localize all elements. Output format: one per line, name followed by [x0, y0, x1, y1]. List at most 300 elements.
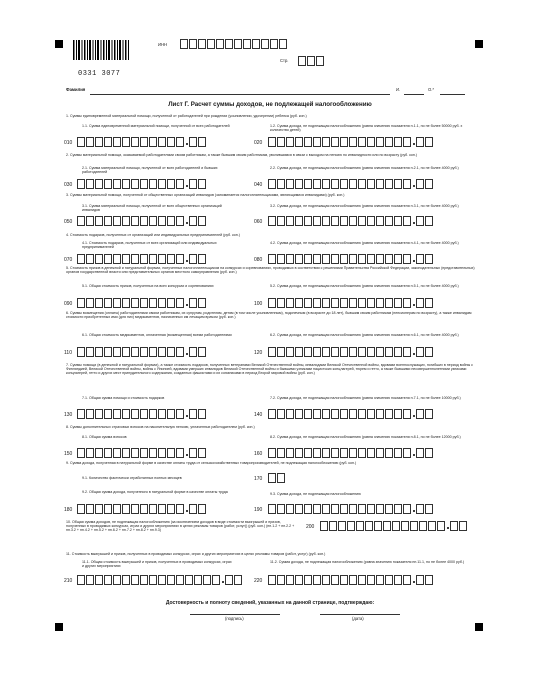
input-cell[interactable]: [340, 448, 348, 458]
input-cell[interactable]: [338, 521, 346, 531]
input-cell[interactable]: [86, 179, 94, 189]
input-cell[interactable]: [122, 179, 130, 189]
field-100[interactable]: [268, 298, 434, 308]
input-cell[interactable]: [140, 137, 148, 147]
input-cell[interactable]: [403, 179, 411, 189]
input-cell[interactable]: [122, 575, 130, 585]
input-cell[interactable]: [349, 254, 357, 264]
input-cell[interactable]: [131, 347, 139, 357]
input-cell[interactable]: [394, 575, 402, 585]
input-cell[interactable]: [376, 347, 384, 357]
input-cell[interactable]: [394, 216, 402, 226]
input-cell[interactable]: [358, 575, 366, 585]
input-cell[interactable]: [331, 216, 339, 226]
input-cell[interactable]: [313, 409, 321, 419]
input-cell[interactable]: [304, 298, 312, 308]
input-cell[interactable]: [189, 179, 197, 189]
input-cell[interactable]: [331, 504, 339, 514]
input-cell[interactable]: [356, 521, 364, 531]
input-cell[interactable]: [113, 347, 121, 357]
input-cell[interactable]: [313, 298, 321, 308]
input-cell[interactable]: [307, 56, 315, 66]
input-cell[interactable]: [268, 347, 276, 357]
input-cell[interactable]: [295, 137, 303, 147]
input-cell[interactable]: [122, 298, 130, 308]
input-cell[interactable]: [77, 575, 85, 585]
input-cell[interactable]: [189, 137, 197, 147]
input-cell[interactable]: [349, 575, 357, 585]
input-cell[interactable]: [268, 575, 276, 585]
input-cell[interactable]: [261, 39, 269, 49]
input-cell[interactable]: [252, 39, 260, 49]
surname-line[interactable]: [90, 94, 390, 95]
input-cell[interactable]: [140, 254, 148, 264]
input-cell[interactable]: [385, 504, 393, 514]
input-cell[interactable]: [416, 179, 424, 189]
input-cell[interactable]: [286, 409, 294, 419]
input-cell[interactable]: [95, 298, 103, 308]
input-cell[interactable]: [113, 137, 121, 147]
input-cell[interactable]: [403, 298, 411, 308]
input-cell[interactable]: [268, 448, 276, 458]
input-cell[interactable]: [316, 56, 324, 66]
input-cell[interactable]: [131, 216, 139, 226]
input-cell[interactable]: [450, 521, 458, 531]
input-cell[interactable]: [131, 504, 139, 514]
input-cell[interactable]: [104, 254, 112, 264]
input-cell[interactable]: [131, 254, 139, 264]
input-cell[interactable]: [425, 448, 433, 458]
input-cell[interactable]: [243, 39, 251, 49]
input-cell[interactable]: [376, 254, 384, 264]
input-cell[interactable]: [394, 409, 402, 419]
field-020[interactable]: [268, 137, 434, 147]
input-cell[interactable]: [131, 179, 139, 189]
input-cell[interactable]: [322, 137, 330, 147]
input-cell[interactable]: [180, 39, 188, 49]
input-cell[interactable]: [304, 409, 312, 419]
field-180[interactable]: [77, 504, 207, 514]
input-cell[interactable]: [392, 521, 400, 531]
input-cell[interactable]: [277, 347, 285, 357]
input-cell[interactable]: [140, 448, 148, 458]
input-cell[interactable]: [149, 409, 157, 419]
input-cell[interactable]: [367, 575, 375, 585]
input-cell[interactable]: [122, 448, 130, 458]
input-cell[interactable]: [198, 254, 206, 264]
input-cell[interactable]: [77, 254, 85, 264]
field-200[interactable]: [320, 521, 468, 531]
field-120[interactable]: [268, 347, 434, 357]
input-cell[interactable]: [322, 409, 330, 419]
input-cell[interactable]: [203, 575, 211, 585]
input-cell[interactable]: [86, 254, 94, 264]
date-line[interactable]: [320, 614, 400, 615]
input-cell[interactable]: [268, 254, 276, 264]
input-cell[interactable]: [295, 298, 303, 308]
input-cell[interactable]: [313, 575, 321, 585]
input-cell[interactable]: [383, 521, 391, 531]
input-cell[interactable]: [286, 137, 294, 147]
input-cell[interactable]: [158, 254, 166, 264]
field-190[interactable]: [268, 504, 434, 514]
input-cell[interactable]: [367, 137, 375, 147]
input-cell[interactable]: [313, 504, 321, 514]
input-cell[interactable]: [198, 409, 206, 419]
input-cell[interactable]: [104, 137, 112, 147]
input-cell[interactable]: [185, 575, 193, 585]
input-cell[interactable]: [394, 298, 402, 308]
input-cell[interactable]: [277, 473, 285, 483]
input-cell[interactable]: [358, 179, 366, 189]
input-cell[interactable]: [77, 409, 85, 419]
input-cell[interactable]: [313, 254, 321, 264]
input-cell[interactable]: [158, 137, 166, 147]
input-cell[interactable]: [113, 504, 121, 514]
input-cell[interactable]: [167, 254, 175, 264]
input-cell[interactable]: [104, 347, 112, 357]
input-cell[interactable]: [329, 521, 337, 531]
input-cell[interactable]: [277, 216, 285, 226]
input-cell[interactable]: [167, 179, 175, 189]
input-cell[interactable]: [140, 179, 148, 189]
field-090[interactable]: [77, 298, 207, 308]
input-cell[interactable]: [331, 409, 339, 419]
input-cell[interactable]: [304, 216, 312, 226]
input-cell[interactable]: [176, 137, 184, 147]
input-cell[interactable]: [385, 347, 393, 357]
input-cell[interactable]: [295, 409, 303, 419]
input-cell[interactable]: [385, 575, 393, 585]
input-cell[interactable]: [340, 347, 348, 357]
input-cell[interactable]: [158, 347, 166, 357]
input-cell[interactable]: [113, 575, 121, 585]
input-cell[interactable]: [416, 347, 424, 357]
input-cell[interactable]: [277, 575, 285, 585]
input-cell[interactable]: [304, 504, 312, 514]
input-cell[interactable]: [95, 504, 103, 514]
input-cell[interactable]: [410, 521, 418, 531]
input-cell[interactable]: [385, 216, 393, 226]
input-cell[interactable]: [268, 179, 276, 189]
input-cell[interactable]: [322, 216, 330, 226]
field-210[interactable]: [77, 575, 243, 585]
input-cell[interactable]: [277, 504, 285, 514]
input-cell[interactable]: [322, 575, 330, 585]
input-cell[interactable]: [86, 504, 94, 514]
input-cell[interactable]: [189, 298, 197, 308]
input-cell[interactable]: [416, 504, 424, 514]
input-cell[interactable]: [113, 216, 121, 226]
input-cell[interactable]: [295, 347, 303, 357]
input-cell[interactable]: [331, 137, 339, 147]
input-cell[interactable]: [77, 179, 85, 189]
field-080[interactable]: [268, 254, 434, 264]
input-cell[interactable]: [358, 137, 366, 147]
input-cell[interactable]: [167, 448, 175, 458]
input-cell[interactable]: [425, 504, 433, 514]
input-cell[interactable]: [349, 179, 357, 189]
input-cell[interactable]: [425, 347, 433, 357]
input-cell[interactable]: [95, 254, 103, 264]
input-cell[interactable]: [95, 575, 103, 585]
input-cell[interactable]: [149, 575, 157, 585]
input-cell[interactable]: [149, 254, 157, 264]
input-cell[interactable]: [347, 521, 355, 531]
input-cell[interactable]: [376, 216, 384, 226]
input-cell[interactable]: [225, 575, 233, 585]
input-cell[interactable]: [268, 298, 276, 308]
input-cell[interactable]: [122, 409, 130, 419]
input-cell[interactable]: [349, 504, 357, 514]
input-cell[interactable]: [313, 448, 321, 458]
input-cell[interactable]: [113, 179, 121, 189]
input-cell[interactable]: [194, 575, 202, 585]
input-cell[interactable]: [268, 504, 276, 514]
input-cell[interactable]: [340, 504, 348, 514]
input-cell[interactable]: [189, 448, 197, 458]
input-cell[interactable]: [322, 298, 330, 308]
input-cell[interactable]: [277, 448, 285, 458]
input-cell[interactable]: [198, 179, 206, 189]
input-cell[interactable]: [322, 179, 330, 189]
input-cell[interactable]: [95, 409, 103, 419]
input-cell[interactable]: [176, 575, 184, 585]
input-cell[interactable]: [149, 216, 157, 226]
input-cell[interactable]: [367, 179, 375, 189]
input-cell[interactable]: [313, 216, 321, 226]
input-cell[interactable]: [416, 137, 424, 147]
input-cell[interactable]: [279, 39, 287, 49]
input-cell[interactable]: [394, 448, 402, 458]
input-cell[interactable]: [167, 298, 175, 308]
signature-line[interactable]: [190, 614, 280, 615]
input-cell[interactable]: [131, 409, 139, 419]
input-cell[interactable]: [286, 254, 294, 264]
input-cell[interactable]: [358, 504, 366, 514]
input-cell[interactable]: [198, 39, 206, 49]
input-cell[interactable]: [340, 254, 348, 264]
input-cell[interactable]: [286, 504, 294, 514]
input-cell[interactable]: [358, 409, 366, 419]
input-cell[interactable]: [340, 575, 348, 585]
input-cell[interactable]: [416, 575, 424, 585]
input-cell[interactable]: [104, 448, 112, 458]
input-cell[interactable]: [295, 448, 303, 458]
input-cell[interactable]: [86, 298, 94, 308]
input-cell[interactable]: [86, 448, 94, 458]
initial-o-line[interactable]: [440, 94, 465, 95]
input-cell[interactable]: [176, 298, 184, 308]
input-cell[interactable]: [149, 137, 157, 147]
input-cell[interactable]: [403, 347, 411, 357]
input-cell[interactable]: [167, 575, 175, 585]
input-cell[interactable]: [198, 216, 206, 226]
input-cell[interactable]: [189, 504, 197, 514]
field-170[interactable]: [268, 473, 286, 483]
input-cell[interactable]: [295, 179, 303, 189]
field-110[interactable]: [77, 347, 207, 357]
input-cell[interactable]: [340, 298, 348, 308]
input-cell[interactable]: [403, 448, 411, 458]
input-cell[interactable]: [158, 179, 166, 189]
input-cell[interactable]: [95, 179, 103, 189]
input-cell[interactable]: [376, 504, 384, 514]
input-cell[interactable]: [367, 216, 375, 226]
input-cell[interactable]: [295, 575, 303, 585]
input-cell[interactable]: [122, 254, 130, 264]
input-cell[interactable]: [268, 473, 276, 483]
input-cell[interactable]: [176, 216, 184, 226]
input-cell[interactable]: [376, 448, 384, 458]
input-cell[interactable]: [358, 448, 366, 458]
input-cell[interactable]: [304, 137, 312, 147]
input-cell[interactable]: [331, 575, 339, 585]
input-cell[interactable]: [113, 298, 121, 308]
input-cell[interactable]: [268, 409, 276, 419]
input-cell[interactable]: [304, 254, 312, 264]
input-cell[interactable]: [140, 347, 148, 357]
input-cell[interactable]: [295, 254, 303, 264]
input-cell[interactable]: [376, 409, 384, 419]
input-cell[interactable]: [419, 521, 427, 531]
input-cell[interactable]: [149, 179, 157, 189]
input-cell[interactable]: [358, 298, 366, 308]
input-cell[interactable]: [304, 575, 312, 585]
input-cell[interactable]: [304, 179, 312, 189]
input-cell[interactable]: [277, 179, 285, 189]
input-cell[interactable]: [349, 448, 357, 458]
input-cell[interactable]: [216, 39, 224, 49]
input-cell[interactable]: [403, 504, 411, 514]
input-cell[interactable]: [298, 56, 306, 66]
input-cell[interactable]: [95, 216, 103, 226]
input-cell[interactable]: [167, 216, 175, 226]
input-cell[interactable]: [140, 504, 148, 514]
input-cell[interactable]: [401, 521, 409, 531]
input-cell[interactable]: [86, 216, 94, 226]
input-cell[interactable]: [268, 137, 276, 147]
input-cell[interactable]: [212, 575, 220, 585]
input-cell[interactable]: [113, 254, 121, 264]
field-040[interactable]: [268, 179, 434, 189]
input-cell[interactable]: [176, 254, 184, 264]
input-cell[interactable]: [176, 504, 184, 514]
input-cell[interactable]: [416, 448, 424, 458]
input-cell[interactable]: [365, 521, 373, 531]
input-cell[interactable]: [77, 448, 85, 458]
input-cell[interactable]: [425, 409, 433, 419]
input-cell[interactable]: [277, 254, 285, 264]
input-cell[interactable]: [158, 298, 166, 308]
input-cell[interactable]: [77, 504, 85, 514]
input-cell[interactable]: [158, 448, 166, 458]
input-cell[interactable]: [394, 137, 402, 147]
input-cell[interactable]: [340, 179, 348, 189]
input-cell[interactable]: [158, 216, 166, 226]
input-cell[interactable]: [349, 347, 357, 357]
input-cell[interactable]: [167, 504, 175, 514]
input-cell[interactable]: [403, 254, 411, 264]
input-cell[interactable]: [322, 504, 330, 514]
input-cell[interactable]: [358, 216, 366, 226]
input-cell[interactable]: [277, 298, 285, 308]
input-cell[interactable]: [140, 409, 148, 419]
input-cell[interactable]: [349, 409, 357, 419]
input-cell[interactable]: [367, 448, 375, 458]
field-030[interactable]: [77, 179, 207, 189]
input-cell[interactable]: [104, 504, 112, 514]
input-cell[interactable]: [358, 347, 366, 357]
inn-field[interactable]: [180, 39, 288, 49]
input-cell[interactable]: [113, 448, 121, 458]
input-cell[interactable]: [140, 298, 148, 308]
input-cell[interactable]: [286, 179, 294, 189]
input-cell[interactable]: [286, 298, 294, 308]
input-cell[interactable]: [416, 216, 424, 226]
input-cell[interactable]: [104, 298, 112, 308]
input-cell[interactable]: [198, 347, 206, 357]
input-cell[interactable]: [295, 216, 303, 226]
input-cell[interactable]: [131, 448, 139, 458]
input-cell[interactable]: [385, 254, 393, 264]
input-cell[interactable]: [425, 179, 433, 189]
input-cell[interactable]: [403, 409, 411, 419]
input-cell[interactable]: [416, 409, 424, 419]
field-060[interactable]: [268, 216, 434, 226]
input-cell[interactable]: [104, 409, 112, 419]
input-cell[interactable]: [189, 347, 197, 357]
input-cell[interactable]: [86, 137, 94, 147]
field-220[interactable]: [268, 575, 434, 585]
input-cell[interactable]: [268, 216, 276, 226]
input-cell[interactable]: [286, 216, 294, 226]
input-cell[interactable]: [131, 575, 139, 585]
input-cell[interactable]: [234, 575, 242, 585]
input-cell[interactable]: [122, 216, 130, 226]
input-cell[interactable]: [176, 179, 184, 189]
input-cell[interactable]: [189, 216, 197, 226]
field-070[interactable]: [77, 254, 207, 264]
input-cell[interactable]: [358, 254, 366, 264]
input-cell[interactable]: [189, 39, 197, 49]
input-cell[interactable]: [428, 521, 436, 531]
input-cell[interactable]: [286, 448, 294, 458]
field-160[interactable]: [268, 448, 434, 458]
input-cell[interactable]: [122, 504, 130, 514]
input-cell[interactable]: [158, 575, 166, 585]
input-cell[interactable]: [122, 347, 130, 357]
input-cell[interactable]: [376, 179, 384, 189]
input-cell[interactable]: [331, 179, 339, 189]
input-cell[interactable]: [322, 347, 330, 357]
input-cell[interactable]: [225, 39, 233, 49]
field-140[interactable]: [268, 409, 434, 419]
input-cell[interactable]: [167, 137, 175, 147]
input-cell[interactable]: [313, 179, 321, 189]
input-cell[interactable]: [394, 179, 402, 189]
input-cell[interactable]: [86, 575, 94, 585]
input-cell[interactable]: [320, 521, 328, 531]
input-cell[interactable]: [367, 409, 375, 419]
input-cell[interactable]: [331, 448, 339, 458]
input-cell[interactable]: [313, 137, 321, 147]
input-cell[interactable]: [286, 575, 294, 585]
input-cell[interactable]: [95, 137, 103, 147]
input-cell[interactable]: [131, 298, 139, 308]
input-cell[interactable]: [385, 298, 393, 308]
input-cell[interactable]: [95, 347, 103, 357]
